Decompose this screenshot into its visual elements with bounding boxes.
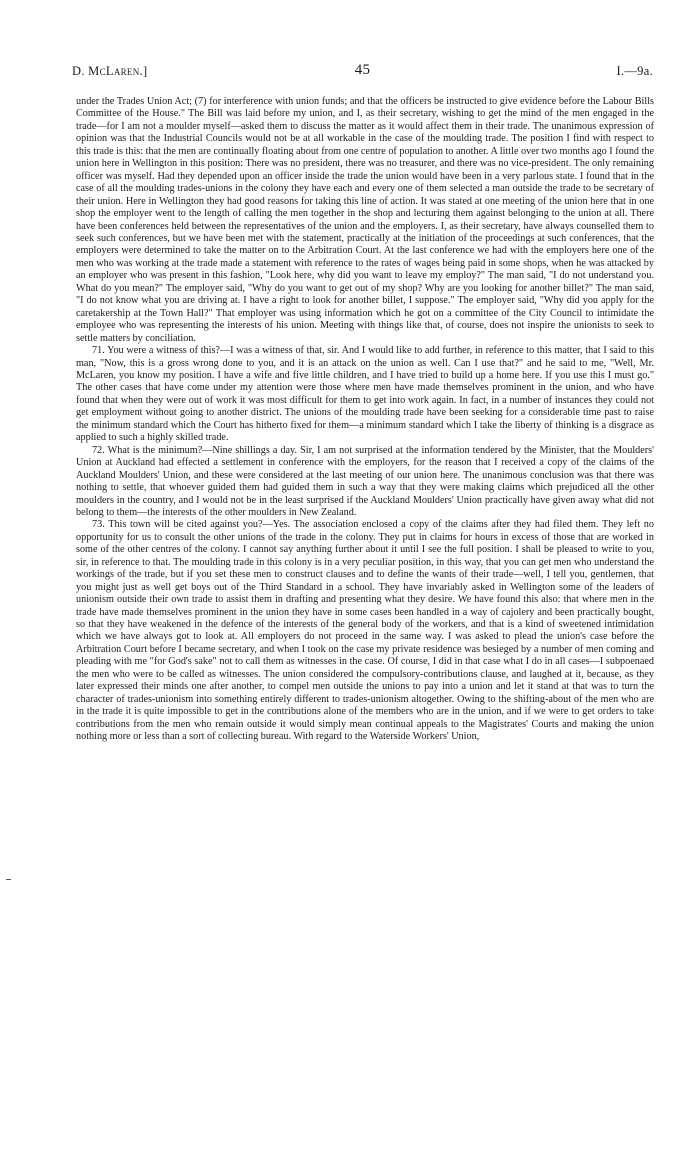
question-72 [76,445,654,520]
paragraph-text: You were a witness of this?—I was a witness of that, sir. And I would like to add further, in reference to this matter, that I said to this man, "Now, this is a gross wrong done to you, and it is an attack on the union as well. Can I use that?" and he said to me, "Well, Mr. McLaren, you know my position. I have a wife and five little children, and I have tried to build up a home here. If you use this I must go." The other cases that have come under my attention were those where men have made themselves prominent in the union, and who have found that when they were out of work it was most difficult for them to get into work again. In fact, in a number of instances they could not get employment without going to another district. The unions of the moulding trade have been seeking for a considerable time past to raise the minimum standard which the Court has hitherto fixed for them—a minimum standard which I take the liberty of thinking is a disgrace as applied to such a highly skilled trade. [76,345,654,444]
question-number: 71. [92,345,105,357]
header-witness-name: D. McLaren.] [72,64,148,78]
paragraph-continuation [76,96,654,345]
question-71 [76,345,654,445]
body-text [76,96,654,744]
margin-mark [6,879,11,880]
paragraph-text: What is the minimum?—Nine shillings a day. Sir, I am not surprised at the information tendered by the Minister, that the Moulders' Union at Auckland had effected a settlement in conference with the employers, for the reason that I received a copy of the claims of the Auckland Moulders' Union, and these were considered at the last meeting of our union here. The unanimous conclusion was that there was nothing to settle, that whoever guided them had guided them in such a way that they were making claims which prejudiced all the other moulders in the country, and I would not be in the least surprised if the Auckland Moulders' Union practically have given away what did not belong to them—the interests of the other moulders in New Zealand. [76,444,654,518]
question-73 [76,519,654,743]
question-number: 73. [92,519,105,531]
question-number: 72. [92,444,105,456]
page-number: 45 [354,62,371,78]
page-header [72,64,653,86]
paragraph-text: under the Trades Union Act; (7) for interference with union funds; and that the officers be instructed to give evidence before the Labour Bills Committee of the House." The Bill was laid before my union, and I, as their secretary, wishing to get the mind of the men engaged in the trade—for I am not a moulder myself—asked them to discuss the matter as it would affect them in their trade. The unanimous expression of opinion was that the Industrial Councils would not be at all workable in the case of the moulding trade. The position I find with respect to this trade is this: that the men are continually floating about from one centre of population to another. A little over two months ago I found the union here in Wellington in this position: There was no president, there was no treasurer, and there was no vice-president. The only remaining officer was myself. Had they depended upon an officer inside the trade the union would have been in a very parlous state. I found that in the case of all the moulding trades-unions in the colony they have each and every one of them selected a man outside the trade to be secretary of their union. Here in Wellington they had good reasons for taking this line of action. It was stated at one meeting of the union here that in one shop the employer went to the length of calling the men together in the shop and lecturing them against belonging to the union at all. There have been conferences held between the representatives of the union and the employers. I, as their secretary, have always counselled them to seek such conferences, but we have been met with the statement, practically at the initiation of the proceedings at such conferences, that the employers were determined to take the matter on to the Arbitration Court. At the last conference we had with the employers here one of the men who was working at the trade made a statement with reference to the rates of wages being paid in some shops, when he was attacked by an employer who was present in this fashion, "Look here, why did you want to leave my employ?" The man said, "I do not understand you. What do you mean?" The employer said, "Why do you want to get out of my shop? Why are you looking for another billet?" The man said, "I do not know what you are driving at. I have a right to look for another billet, I suppose." The employer said, "Why did you apply for the caretakership at the Town Hall?" That employer was using information which he got on a committee of the City Council to intimidate the employee who was representing the interests of his union. Meeting with things like that, of course, does not inspire the unionists to seek to settle matters by conciliation. [76,96,655,344]
document-reference: I.—9a. [616,64,653,78]
paragraph-text: This town will be cited against you?—Yes. The association enclosed a copy of the claims after they had filed them. They left no opportunity for us to consult the other unions of the trade in the colony. They put in claims for hours in excess of those that are worked in some of the other centres of the colony. I cannot say anything further about it until I see the full position. I shall be pleased to write to you, sir, in reference to that. The moulding trade in this colony is in a very peculiar position, in this way, that you can get men who understand the workings of the trade, but if you set these men to construct clauses and to define the wants of their trade—well, I tell you, gentlemen, that you might just as well get boys out of the Third Standard in a school. They have invariably asked in Wellington some of the leaders of unionism outside their own trade to assist them in drafting and presenting what they desire. We have found this also: that where men in the trade have made themselves prominent in the union they have in some cases been handled in a way of cajolery and been practically bought, so that they have weakened in the defence of the interests of the general body of the workers, and that is a kind of sweetened intimidation which we have always got to look at. All employers do not proceed in the same way. I was asked to plead the union's case before the Arbitration Court before I became secretary, and when I took on the case my private residence was besieged by a number of men coming and pleading with me "for God's sake" not to call them as witnesses in the case. Of course, I did in that case what I do in all cases—I subpoenaed the men who were to be called as witnesses. The union considered the compulsory-contributions clause, and laughed at it, because, as they later expressed their minds one after another, to compel men outside the unions to pay into a union and let it stand at that was to turn the character of trades-unionism into something entirely different to trades-unionism altogether. Owing to the shifting-about of the men who are in the trade it is quite impossible to get in the contributions alone of the members who are in the union, and if we were to get orders to take contributions from the men who remain outside it would simply mean continual appeals to the Magistrates' Courts and making the union nothing more or less than a sort of collecting bureau. With regard to the Waterside Workers' Union, [76,519,654,743]
